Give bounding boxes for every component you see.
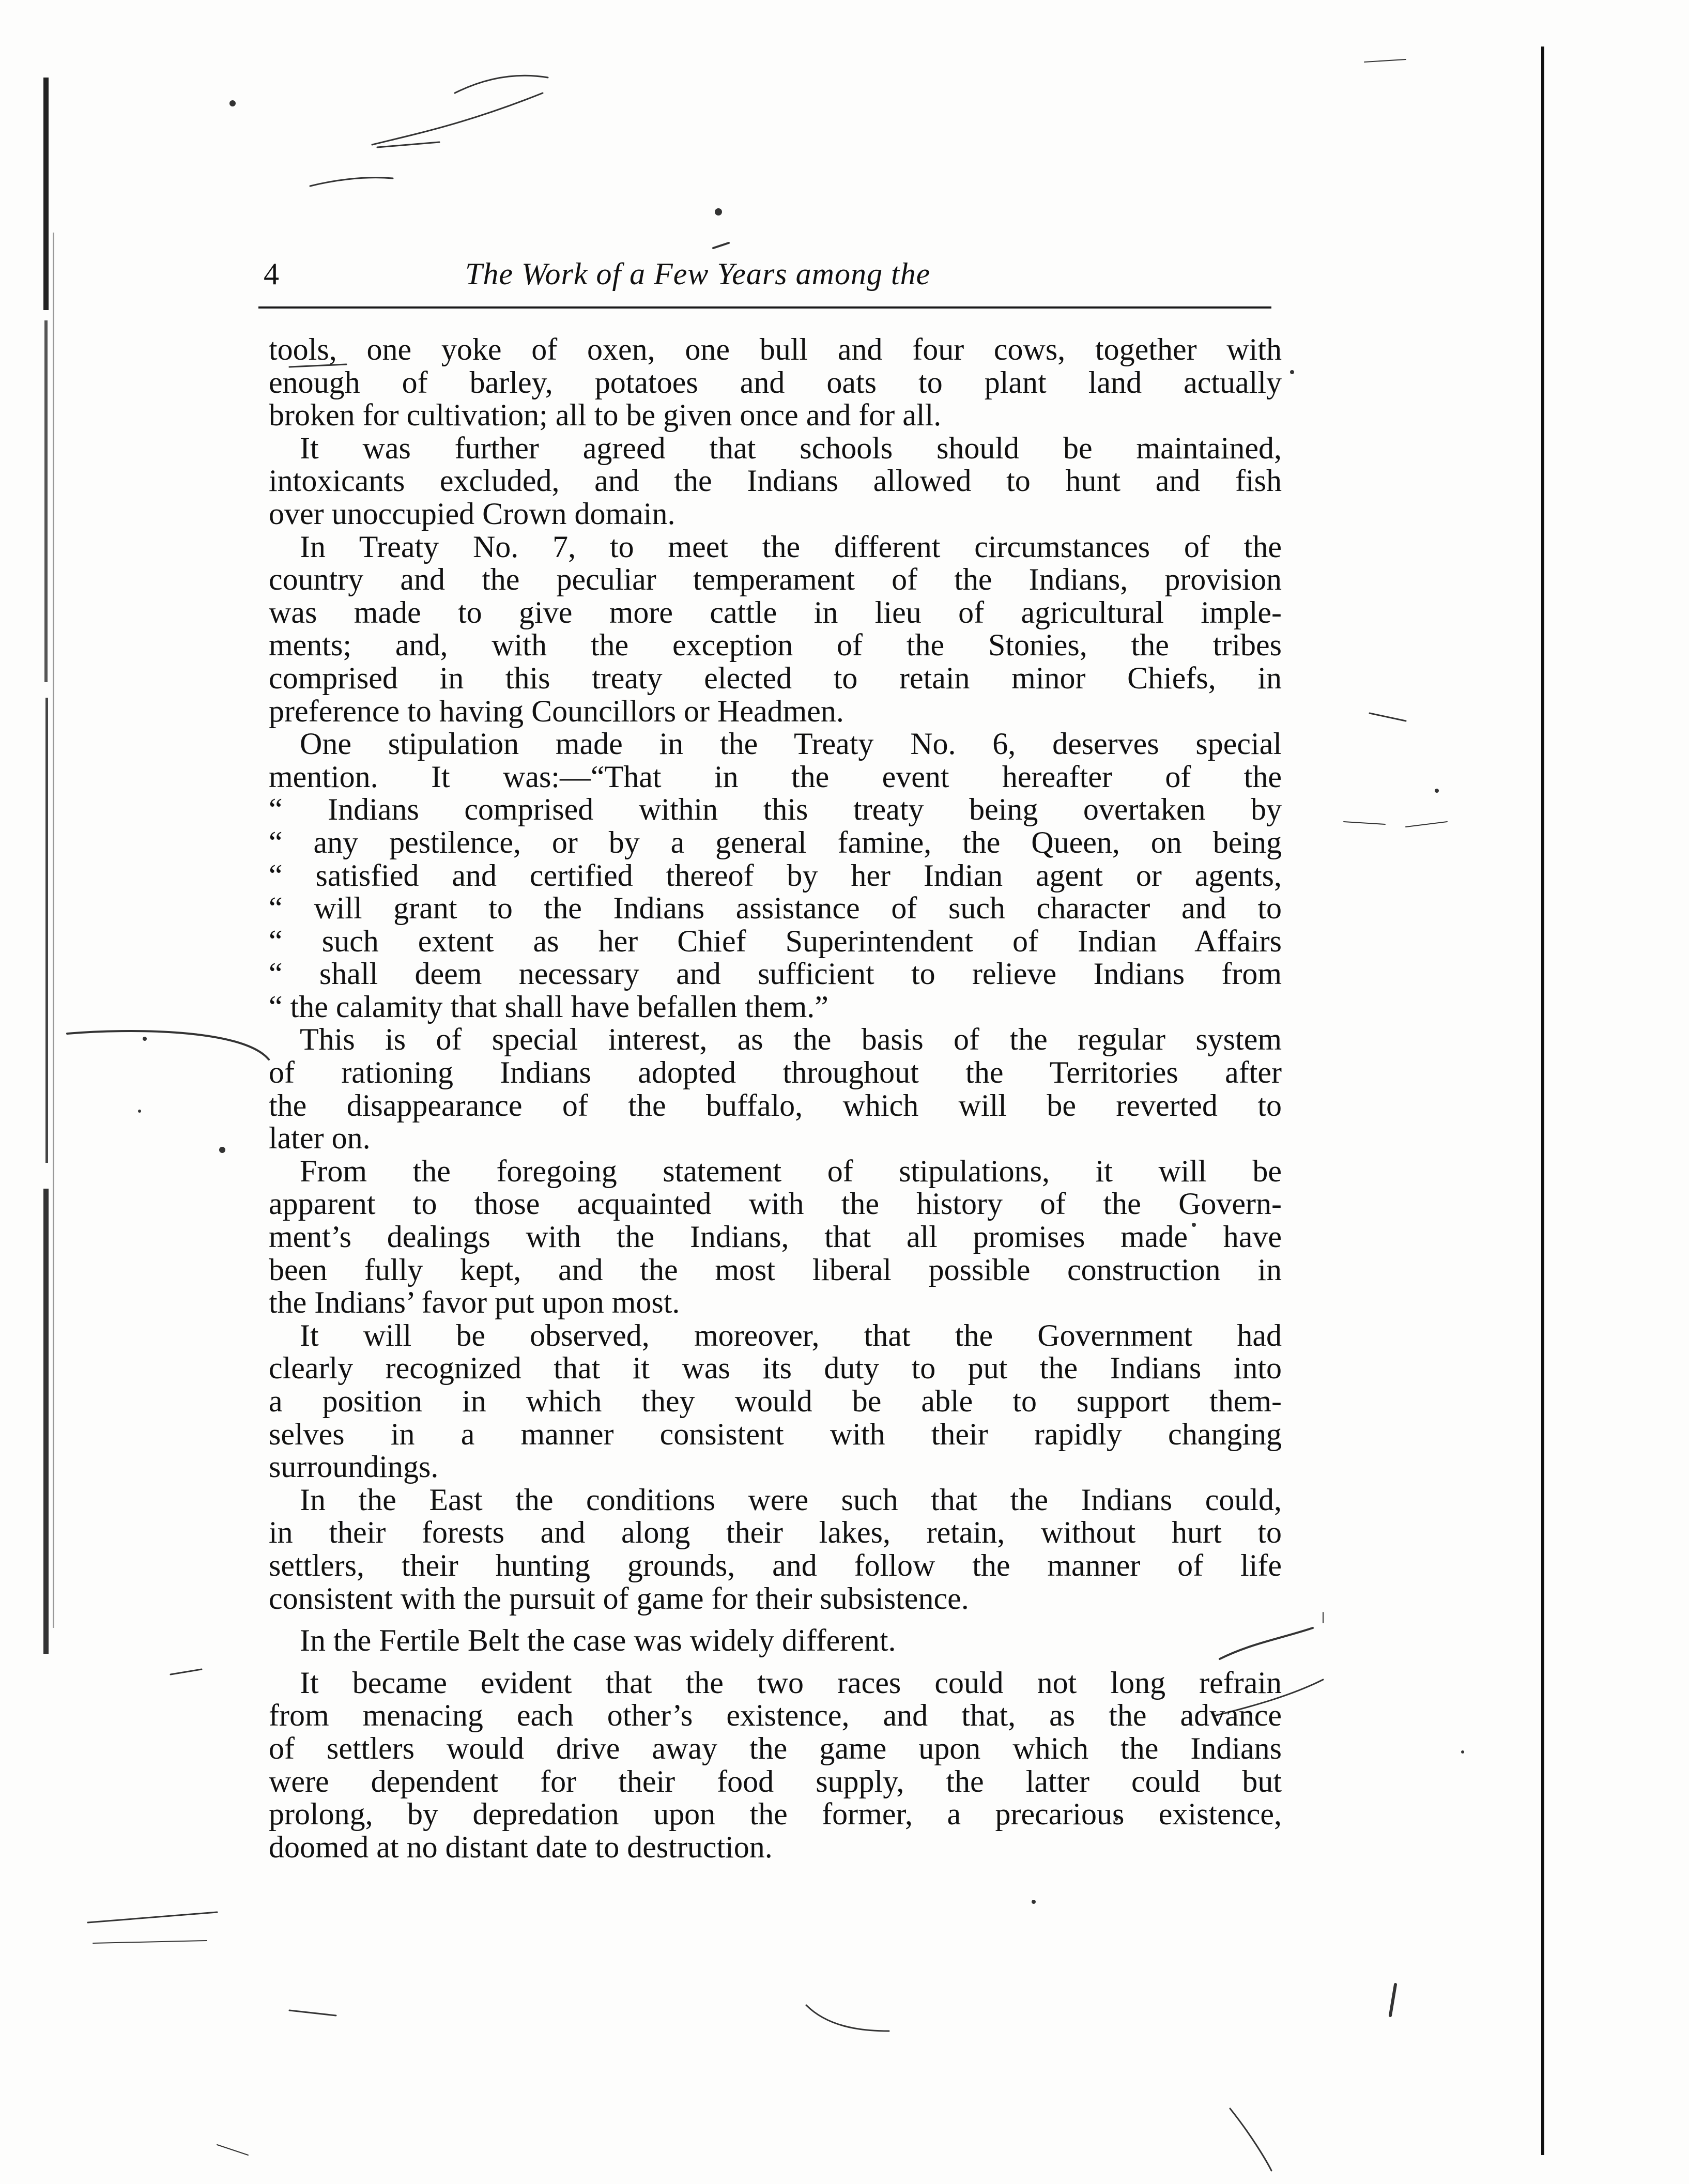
paragraph: [269, 333, 1282, 432]
text-line: “ such extent as her Chief Superintendent of Indian Affairs: [269, 924, 1282, 958]
text-line: was made to give more cattle in lieu of agricultural imple-: [269, 595, 1282, 629]
text-line: “ the calamity that shall have befallen them.”: [269, 989, 828, 1024]
text-line: of rationing Indians adopted throughout the Territories after: [269, 1055, 1282, 1090]
text-line: It will be observed, moreover, that the Government had: [300, 1318, 1282, 1352]
text-line: ment’s dealings with the Indians, that all promises made have: [269, 1220, 1282, 1254]
text-line: In Treaty No. 7, to meet the different circumstances of the: [300, 529, 1282, 564]
text-line: preference to having Councillors or Headmen.: [269, 694, 844, 728]
text-line: country and the peculiar temperament of the Indians, provision: [269, 562, 1282, 597]
paragraph: [269, 1667, 1282, 1864]
text-line: In the Fertile Belt the case was widely different.: [300, 1623, 896, 1658]
text-line: were dependent for their food supply, the latter could but: [269, 1764, 1282, 1798]
text-line: selves in a manner consistent with their rapidly changing: [269, 1417, 1282, 1451]
running-header: [248, 256, 1282, 292]
text-line: “ any pestilence, or by a general famine, the Queen, on being: [269, 825, 1282, 859]
header-rule: [258, 306, 1271, 309]
text-line: in their forests and along their lakes, retain, without hurt to: [269, 1515, 1282, 1550]
text-line: later on.: [269, 1121, 371, 1156]
text-line: One stipulation made in the Treaty No. 6, deserves special: [300, 727, 1282, 761]
text-line: intoxicants excluded, and the Indians allowed to hunt and fish: [269, 464, 1282, 498]
text-line: prolong, by depredation upon the former, a precarious existence,: [269, 1797, 1282, 1832]
text-line: ments; and, with the exception of the Stonies, the tribes: [269, 628, 1282, 663]
text-line: the disappearance of the buffalo, which will be reverted to: [269, 1088, 1282, 1122]
text-line: doomed at no distant date to destruction.: [269, 1829, 773, 1864]
running-title: The Work of a Few Years among the: [465, 257, 931, 291]
text-line: of settlers would drive away the game upon which the Indians: [269, 1731, 1282, 1765]
text-line: the Indians’ favor put upon most.: [269, 1285, 680, 1320]
text-line: settlers, their hunting grounds, and follow the manner of life: [269, 1548, 1282, 1582]
text-line: It became evident that the two races could not long refrain: [300, 1665, 1282, 1700]
text-line: From the foregoing statement of stipulations, it will be: [300, 1153, 1282, 1188]
text-line: comprised in this treaty elected to retain minor Chiefs, in: [269, 660, 1282, 695]
paragraph: [269, 432, 1282, 531]
text-line: a position in which they would be able to support them-: [269, 1384, 1282, 1418]
text-line: consistent with the pursuit of game for their subsistence.: [269, 1581, 969, 1616]
paragraph: [269, 1319, 1282, 1484]
text-line: “ shall deem necessary and sufficient to relieve Indians from: [269, 957, 1282, 991]
paragraph: [269, 1624, 1282, 1657]
paragraph: [269, 1023, 1282, 1155]
paragraph: [269, 531, 1282, 728]
text-line: It was further agreed that schools should be maintained,: [300, 430, 1282, 465]
text-line: surroundings.: [269, 1450, 439, 1484]
text-line: “ will grant to the Indians assistance of such character and to: [269, 891, 1282, 926]
page-number: 4: [264, 257, 279, 291]
text-line: mention. It was:—“That in the event hereafter of the: [269, 759, 1282, 794]
text-line: broken for cultivation; all to be given once and for all.: [269, 398, 942, 433]
paragraph: [269, 1484, 1282, 1615]
text-line: from menacing each other’s existence, and that, as the advance: [269, 1698, 1282, 1733]
paragraph: [269, 728, 1282, 1023]
text-line: “ Indians comprised within this treaty being overtaken by: [269, 792, 1282, 827]
body-text: [269, 333, 1282, 1864]
text-line: In the East the conditions were such that the Indians could,: [300, 1482, 1282, 1517]
text-line: This is of special interest, as the basis of the regular system: [300, 1022, 1282, 1057]
text-line: been fully kept, and the most liberal possible construction in: [269, 1252, 1282, 1287]
text-line: enough of barley, potatoes and oats to plant land actually: [269, 365, 1282, 399]
text-line: clearly recognized that it was its duty to put the Indians into: [269, 1351, 1282, 1386]
text-line: tools, one yoke of oxen, one bull and four cows, together with: [269, 332, 1282, 366]
paragraph: [269, 1155, 1282, 1319]
text-line: apparent to those acquainted with the history of the Govern-: [269, 1187, 1282, 1221]
text-line: over unoccupied Crown domain.: [269, 496, 675, 531]
text-line: “ satisfied and certified thereof by her Indian agent or agents,: [269, 858, 1282, 893]
